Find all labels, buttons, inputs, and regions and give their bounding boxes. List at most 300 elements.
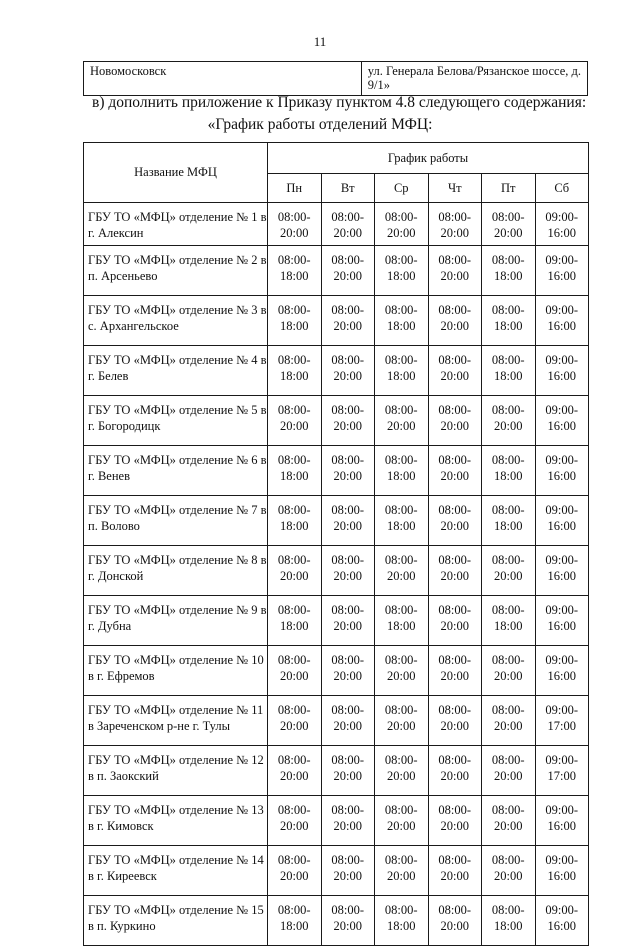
time-end: 20:00 (387, 419, 416, 433)
time-start: 08:00- (384, 353, 418, 367)
time-start: 08:00- (491, 453, 525, 467)
time-end: 20:00 (494, 419, 523, 433)
office-name-line: г. Венев (88, 469, 130, 483)
schedule-body (84, 203, 589, 946)
time-end: 16:00 (547, 469, 576, 483)
time-start: 08:00- (384, 503, 418, 517)
time-cell (321, 546, 375, 596)
time-end: 20:00 (440, 919, 469, 933)
time-start: 08:00- (331, 353, 365, 367)
time-cell (535, 696, 589, 746)
time-end: 18:00 (387, 619, 416, 633)
time-end: 20:00 (280, 819, 309, 833)
time-start: 08:00- (277, 803, 311, 817)
time-end: 18:00 (387, 919, 416, 933)
time-end: 16:00 (547, 869, 576, 883)
time-cell (321, 746, 375, 796)
time-end: 16:00 (547, 419, 576, 433)
time-cell (375, 546, 429, 596)
time-cell (428, 203, 482, 246)
time-cell (428, 596, 482, 646)
time-end: 18:00 (387, 269, 416, 283)
time-cell (268, 346, 322, 396)
office-name-line: в п. Куркино (88, 919, 156, 933)
time-start: 08:00- (438, 903, 472, 917)
time-cell (482, 796, 536, 846)
time-cell (482, 696, 536, 746)
time-start: 08:00- (384, 403, 418, 417)
time-end: 20:00 (387, 769, 416, 783)
time-end: 20:00 (333, 319, 362, 333)
table-row (84, 696, 589, 746)
time-start: 08:00- (331, 453, 365, 467)
time-end: 20:00 (333, 226, 362, 240)
time-start: 09:00- (545, 210, 579, 224)
time-end: 20:00 (333, 569, 362, 583)
time-end: 20:00 (387, 569, 416, 583)
time-cell (535, 346, 589, 396)
time-start: 08:00- (491, 253, 525, 267)
office-name-line: п. Волово (88, 519, 140, 533)
office-name-cell (84, 796, 268, 846)
office-name-cell (84, 496, 268, 546)
table-row (84, 203, 589, 246)
time-end: 20:00 (280, 419, 309, 433)
time-cell (482, 646, 536, 696)
time-start: 08:00- (491, 353, 525, 367)
time-start: 08:00- (491, 753, 525, 767)
time-end: 20:00 (494, 819, 523, 833)
time-cell (321, 446, 375, 496)
time-cell (482, 846, 536, 896)
office-name-line: ГБУ ТО «МФЦ» отделение № 8 в (88, 553, 267, 567)
time-end: 20:00 (280, 569, 309, 583)
time-cell (375, 296, 429, 346)
time-end: 20:00 (440, 369, 469, 383)
time-cell (535, 446, 589, 496)
time-start: 08:00- (277, 903, 311, 917)
time-cell (428, 246, 482, 296)
time-cell (482, 246, 536, 296)
time-start: 08:00- (277, 403, 311, 417)
time-start: 08:00- (438, 703, 472, 717)
office-name-line: ГБУ ТО «МФЦ» отделение № 9 в (88, 603, 267, 617)
time-start: 09:00- (545, 903, 579, 917)
time-end: 20:00 (333, 369, 362, 383)
day-header: Сб (535, 174, 589, 203)
time-start: 08:00- (438, 453, 472, 467)
office-name-cell (84, 546, 268, 596)
time-end: 20:00 (333, 519, 362, 533)
time-cell (535, 496, 589, 546)
time-end: 20:00 (494, 569, 523, 583)
office-name-line: ГБУ ТО «МФЦ» отделение № 1 в (88, 210, 267, 224)
time-start: 08:00- (277, 553, 311, 567)
office-name-line: ГБУ ТО «МФЦ» отделение № 7 в (88, 503, 267, 517)
office-name-cell (84, 696, 268, 746)
office-name-line: ГБУ ТО «МФЦ» отделение № 10 (88, 653, 264, 667)
time-start: 08:00- (277, 353, 311, 367)
time-start: 08:00- (384, 453, 418, 467)
time-start: 08:00- (384, 253, 418, 267)
time-end: 18:00 (280, 469, 309, 483)
time-end: 18:00 (387, 469, 416, 483)
time-end: 16:00 (547, 819, 576, 833)
time-end: 20:00 (494, 669, 523, 683)
time-start: 08:00- (491, 903, 525, 917)
previous-table-last-row (83, 61, 588, 96)
time-end: 20:00 (440, 719, 469, 733)
time-cell (375, 246, 429, 296)
time-start: 08:00- (277, 253, 311, 267)
time-cell (321, 396, 375, 446)
time-end: 16:00 (547, 619, 576, 633)
office-name-line: ГБУ ТО «МФЦ» отделение № 6 в (88, 453, 267, 467)
time-cell (375, 346, 429, 396)
office-name-line: г. Донской (88, 569, 144, 583)
time-cell (375, 746, 429, 796)
time-cell (375, 796, 429, 846)
time-cell (428, 646, 482, 696)
day-header: Ср (375, 174, 429, 203)
time-start: 09:00- (545, 403, 579, 417)
time-end: 20:00 (387, 669, 416, 683)
office-name-line: ГБУ ТО «МФЦ» отделение № 13 (88, 803, 264, 817)
time-start: 09:00- (545, 353, 579, 367)
office-name-line: в г. Ефремов (88, 669, 155, 683)
time-start: 08:00- (384, 803, 418, 817)
time-start: 08:00- (438, 753, 472, 767)
time-end: 20:00 (440, 619, 469, 633)
time-start: 08:00- (438, 803, 472, 817)
office-name-cell (84, 203, 268, 246)
time-end: 20:00 (440, 519, 469, 533)
office-name-line: ГБУ ТО «МФЦ» отделение № 4 в (88, 353, 267, 367)
time-start: 08:00- (277, 753, 311, 767)
time-end: 16:00 (547, 369, 576, 383)
schedule-table (83, 142, 589, 946)
time-cell (268, 646, 322, 696)
office-name-cell (84, 846, 268, 896)
time-start: 08:00- (491, 503, 525, 517)
time-end: 18:00 (494, 319, 523, 333)
time-start: 09:00- (545, 553, 579, 567)
time-start: 09:00- (545, 603, 579, 617)
time-start: 09:00- (545, 753, 579, 767)
time-start: 09:00- (545, 453, 579, 467)
time-cell (535, 546, 589, 596)
time-cell (321, 646, 375, 696)
time-cell (321, 246, 375, 296)
time-end: 18:00 (494, 369, 523, 383)
time-start: 08:00- (277, 703, 311, 717)
time-start: 08:00- (331, 603, 365, 617)
address-line: ул. Генерала Белова/Рязанское шоссе, д. (367, 64, 581, 78)
time-end: 20:00 (387, 819, 416, 833)
time-start: 08:00- (384, 653, 418, 667)
schedule-column-header: График работы (268, 143, 589, 174)
time-start: 08:00- (384, 603, 418, 617)
time-end: 20:00 (440, 669, 469, 683)
time-start: 08:00- (331, 803, 365, 817)
time-end: 17:00 (547, 719, 576, 733)
time-cell (482, 446, 536, 496)
time-cell (268, 796, 322, 846)
page-number: 11 (313, 34, 327, 49)
time-start: 08:00- (384, 753, 418, 767)
time-end: 16:00 (547, 319, 576, 333)
table-row (84, 396, 589, 446)
address-cell (361, 62, 587, 96)
time-end: 18:00 (387, 519, 416, 533)
time-end: 18:00 (280, 319, 309, 333)
time-cell (428, 296, 482, 346)
time-cell (268, 203, 322, 246)
time-cell (482, 546, 536, 596)
header-row (84, 143, 589, 174)
time-cell (268, 696, 322, 746)
time-cell (375, 596, 429, 646)
time-start: 09:00- (545, 303, 579, 317)
time-end: 20:00 (440, 226, 469, 240)
time-cell (268, 446, 322, 496)
time-cell (535, 746, 589, 796)
time-start: 08:00- (438, 210, 472, 224)
time-end: 20:00 (280, 769, 309, 783)
table-row (84, 346, 589, 396)
day-header: Вт (321, 174, 375, 203)
time-end: 20:00 (494, 226, 523, 240)
time-end: 20:00 (440, 819, 469, 833)
time-cell (268, 246, 322, 296)
office-name-cell (84, 596, 268, 646)
time-end: 20:00 (280, 669, 309, 683)
time-start: 08:00- (491, 703, 525, 717)
time-start: 08:00- (491, 553, 525, 567)
time-cell (428, 346, 482, 396)
time-cell (268, 596, 322, 646)
time-start: 08:00- (438, 853, 472, 867)
time-cell (375, 396, 429, 446)
time-end: 16:00 (547, 569, 576, 583)
time-end: 18:00 (494, 269, 523, 283)
time-start: 08:00- (438, 653, 472, 667)
time-end: 20:00 (333, 469, 362, 483)
time-end: 20:00 (494, 869, 523, 883)
time-cell (535, 796, 589, 846)
time-end: 16:00 (547, 226, 576, 240)
office-name-line: в г. Киреевск (88, 869, 157, 883)
time-cell (375, 646, 429, 696)
time-end: 18:00 (280, 269, 309, 283)
time-end: 16:00 (547, 269, 576, 283)
time-end: 18:00 (280, 919, 309, 933)
time-cell (535, 846, 589, 896)
time-end: 20:00 (333, 769, 362, 783)
time-end: 20:00 (280, 719, 309, 733)
time-start: 08:00- (331, 553, 365, 567)
time-end: 18:00 (387, 319, 416, 333)
time-start: 08:00- (438, 503, 472, 517)
time-start: 08:00- (384, 553, 418, 567)
time-cell (482, 746, 536, 796)
time-cell (428, 696, 482, 746)
time-start: 08:00- (277, 853, 311, 867)
time-cell (321, 346, 375, 396)
table-row (84, 296, 589, 346)
time-start: 08:00- (331, 503, 365, 517)
time-end: 18:00 (387, 369, 416, 383)
time-start: 08:00- (438, 553, 472, 567)
time-cell (268, 496, 322, 546)
time-cell (482, 596, 536, 646)
office-name-line: г. Белев (88, 369, 129, 383)
time-cell (428, 546, 482, 596)
time-end: 20:00 (440, 569, 469, 583)
time-end: 20:00 (333, 269, 362, 283)
time-cell (535, 246, 589, 296)
time-end: 16:00 (547, 519, 576, 533)
office-name-cell (84, 646, 268, 696)
office-name-line: ГБУ ТО «МФЦ» отделение № 2 в (88, 253, 267, 267)
table-row (84, 746, 589, 796)
time-start: 08:00- (438, 353, 472, 367)
time-start: 08:00- (277, 453, 311, 467)
time-start: 08:00- (331, 210, 365, 224)
time-cell (428, 446, 482, 496)
time-end: 18:00 (280, 619, 309, 633)
time-cell (321, 296, 375, 346)
time-cell (428, 746, 482, 796)
time-start: 08:00- (491, 303, 525, 317)
time-cell (535, 646, 589, 696)
time-end: 20:00 (440, 419, 469, 433)
time-end: 17:00 (547, 769, 576, 783)
time-start: 09:00- (545, 503, 579, 517)
time-cell (535, 296, 589, 346)
time-cell (375, 696, 429, 746)
time-start: 08:00- (277, 653, 311, 667)
time-end: 20:00 (333, 819, 362, 833)
time-cell (535, 203, 589, 246)
time-cell (535, 596, 589, 646)
time-end: 20:00 (440, 469, 469, 483)
office-name-line: в г. Кимовск (88, 819, 154, 833)
day-header: Пт (482, 174, 536, 203)
time-end: 20:00 (333, 419, 362, 433)
city-cell: Новомосковск (84, 62, 362, 96)
time-cell (321, 596, 375, 646)
time-cell (428, 896, 482, 946)
time-start: 08:00- (331, 853, 365, 867)
time-start: 08:00- (384, 903, 418, 917)
office-name-line: г. Алексин (88, 226, 144, 240)
time-end: 20:00 (387, 719, 416, 733)
time-start: 08:00- (491, 403, 525, 417)
time-start: 08:00- (491, 210, 525, 224)
time-end: 18:00 (280, 369, 309, 383)
time-end: 20:00 (440, 319, 469, 333)
time-start: 08:00- (277, 603, 311, 617)
time-end: 20:00 (440, 769, 469, 783)
table-row (84, 62, 588, 96)
time-start: 08:00- (384, 210, 418, 224)
time-cell (321, 796, 375, 846)
time-cell (268, 396, 322, 446)
time-start: 08:00- (331, 303, 365, 317)
time-end: 20:00 (333, 869, 362, 883)
table-row (84, 896, 589, 946)
time-start: 08:00- (277, 210, 311, 224)
time-start: 08:00- (491, 853, 525, 867)
time-start: 08:00- (438, 603, 472, 617)
time-cell (482, 346, 536, 396)
time-cell (535, 396, 589, 446)
office-name-line: ГБУ ТО «МФЦ» отделение № 11 (88, 703, 264, 717)
time-end: 18:00 (494, 519, 523, 533)
time-cell (482, 896, 536, 946)
address-line: 9/1» (367, 78, 390, 92)
time-start: 08:00- (491, 603, 525, 617)
time-cell (482, 296, 536, 346)
time-cell (428, 846, 482, 896)
time-start: 08:00- (438, 403, 472, 417)
time-end: 20:00 (494, 769, 523, 783)
time-start: 08:00- (438, 253, 472, 267)
time-cell (321, 696, 375, 746)
schedule-title: «График работы отделений МФЦ: (207, 116, 433, 133)
time-cell (482, 396, 536, 446)
time-start: 09:00- (545, 653, 579, 667)
time-end: 18:00 (494, 919, 523, 933)
office-name-cell (84, 896, 268, 946)
table-row (84, 596, 589, 646)
time-cell (321, 896, 375, 946)
time-cell (535, 896, 589, 946)
office-name-cell (84, 746, 268, 796)
time-end: 20:00 (280, 226, 309, 240)
time-start: 08:00- (331, 703, 365, 717)
time-start: 08:00- (384, 853, 418, 867)
time-cell (428, 496, 482, 546)
time-start: 08:00- (331, 653, 365, 667)
time-start: 09:00- (545, 253, 579, 267)
time-cell (268, 296, 322, 346)
time-cell (375, 446, 429, 496)
table-row (84, 546, 589, 596)
time-start: 08:00- (491, 803, 525, 817)
time-start: 08:00- (384, 703, 418, 717)
time-start: 08:00- (331, 253, 365, 267)
table-row (84, 796, 589, 846)
office-name-line: ГБУ ТО «МФЦ» отделение № 15 (88, 903, 264, 917)
table-row (84, 246, 589, 296)
time-cell (375, 846, 429, 896)
office-name-line: г. Дубна (88, 619, 132, 633)
table-row (84, 646, 589, 696)
office-name-line: ГБУ ТО «МФЦ» отделение № 5 в (88, 403, 267, 417)
table-row (84, 446, 589, 496)
table-row (84, 496, 589, 546)
office-name-cell (84, 346, 268, 396)
time-start: 08:00- (331, 903, 365, 917)
time-start: 08:00- (384, 303, 418, 317)
time-cell (321, 846, 375, 896)
office-name-cell (84, 396, 268, 446)
office-name-cell (84, 296, 268, 346)
time-cell (268, 746, 322, 796)
time-start: 08:00- (331, 753, 365, 767)
